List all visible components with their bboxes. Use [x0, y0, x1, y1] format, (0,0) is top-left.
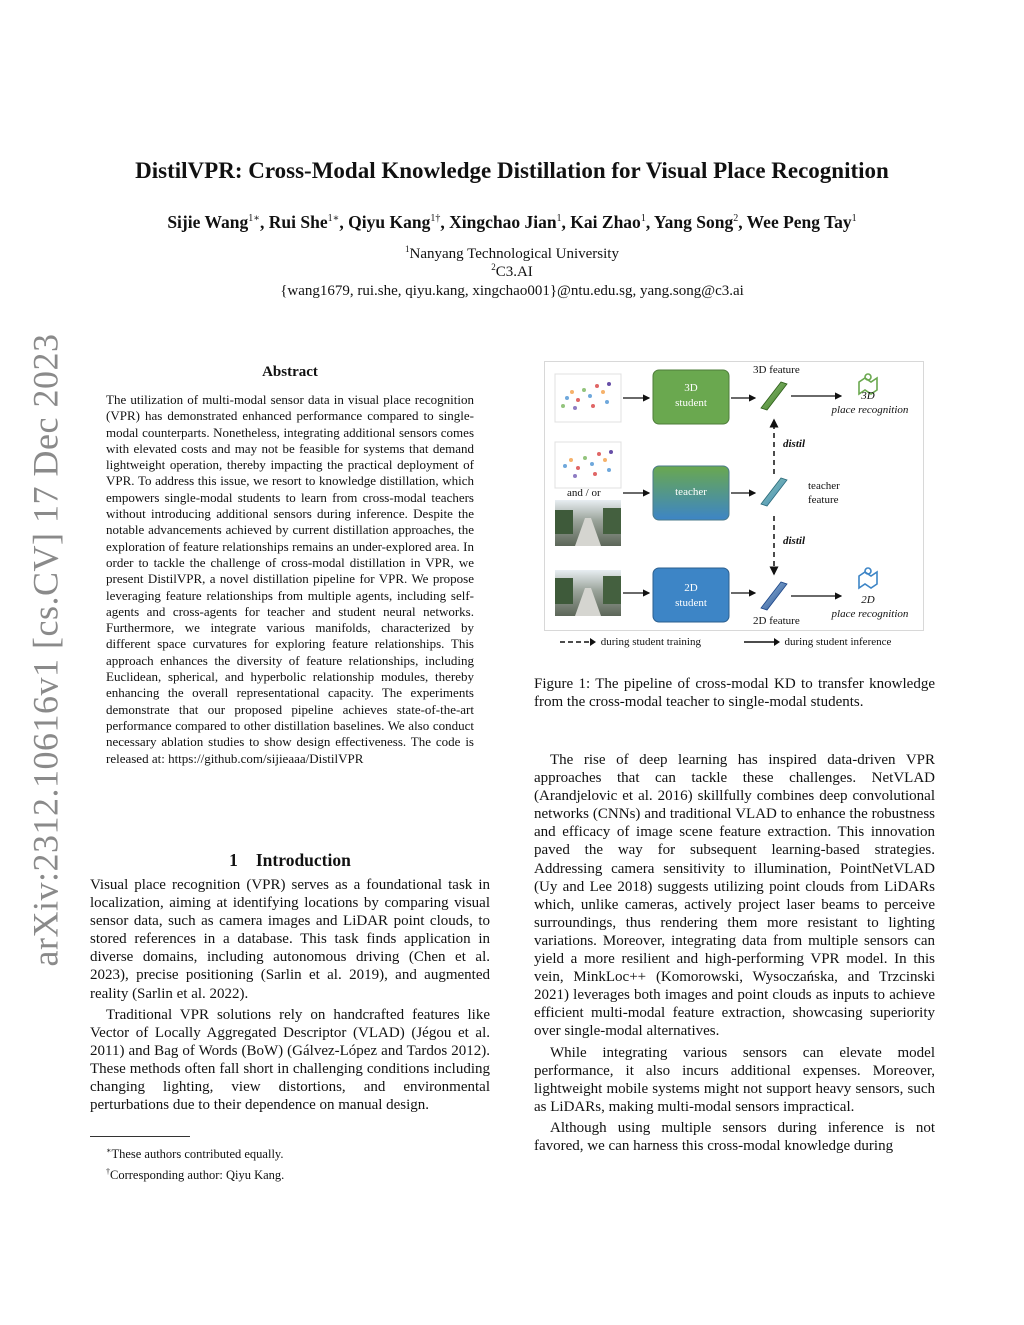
author-name: Sijie Wang — [167, 212, 249, 232]
camera-image-middle — [555, 500, 621, 546]
feature-2d-slab — [761, 582, 787, 610]
label-teacher-feature-2: feature — [808, 494, 839, 506]
footnote-text: Corresponding author: Qiyu Kang. — [110, 1168, 285, 1183]
arxiv-id: arXiv:2312.10616v1 [cs.CV] 17 Dec 2023 — [25, 333, 65, 967]
footnote-mark: † — [106, 1167, 110, 1177]
box-3d-label-2: student — [675, 397, 707, 409]
footnote-mark: ∗ — [106, 1146, 112, 1155]
section-title: Introduction — [255, 850, 351, 870]
paragraph: Visual place recognition (VPR) serves as a foundational task in localization, aiming at identifying locations by comparing visual sensor data, such as camera images and LiDAR point clouds, to stored references in a database. This task finds application in diverse domains, including autonomous driving (Chen et al. 2023), precise positioning (Sarlin et al. 2019), and augmented reality (Sarlin et al. 2022). — [90, 877, 490, 1002]
affiliation-sup: 1 — [405, 244, 410, 254]
label-teacher-feature-1: teacher — [808, 480, 840, 492]
pr-2d-label-2: place recognition — [831, 608, 909, 620]
label-3d-feature: 3D feature — [753, 364, 800, 376]
author-sep: , — [260, 212, 269, 232]
author-sup: 1∗ — [327, 213, 340, 225]
box-3d-label-1: 3D — [684, 382, 698, 394]
footnotes — [106, 1142, 486, 1184]
author-list — [0, 212, 1024, 233]
figure-caption: Figure 1: The pipeline of cross-modal KD to transfer knowledge from the cross-modal teacher to single-modal students. — [534, 676, 935, 710]
author-name: Yang Song — [653, 212, 734, 232]
feature-3d-slab — [761, 382, 787, 410]
author-sup: 1∗ — [248, 213, 261, 225]
map-pin-icon-blue — [859, 568, 877, 588]
legend-training: during student training — [600, 636, 701, 648]
author-name: Wee Peng Tay — [746, 212, 852, 232]
pr-3d-label-1: 3D — [861, 390, 875, 402]
affiliation-1 — [0, 244, 1024, 263]
author-sup: 1 — [640, 213, 646, 225]
author-sep: , — [738, 212, 747, 232]
point-cloud-image-top — [555, 374, 621, 422]
author-sep: , — [339, 212, 349, 232]
author-sep: , — [645, 212, 654, 232]
section-heading — [90, 850, 490, 871]
affiliation-name: Nanyang Technological University — [409, 246, 619, 262]
figure-1-diagram — [544, 361, 924, 631]
affiliation-sup: 2 — [491, 262, 496, 272]
and-or-label: and / or — [567, 487, 601, 499]
author-sep: , — [561, 212, 571, 232]
camera-image-bottom — [555, 570, 621, 616]
intro-column-right — [534, 751, 935, 1158]
author-sep: , — [440, 212, 450, 232]
distil-label-bottom: distil — [783, 535, 806, 547]
box-2d-label-2: student — [675, 597, 707, 609]
paragraph: Although using multiple sensors during inference is not favored, we can harness this cross-modal knowledge during — [534, 1119, 935, 1154]
author-sup: 1 — [851, 213, 857, 225]
author-name: Qiyu Kang — [348, 212, 431, 232]
pr-3d-label-2: place recognition — [831, 404, 909, 416]
box-2d-label-1: 2D — [684, 582, 698, 594]
abstract-body: The utilization of multi-modal sensor data in visual place recognition (VPR) has demonstrated enhanced performance compared to single-modal counterparts. Nonetheless, integrating additional sensors comes with elevated costs and may not be feasible for systems that demand lightweight operation, thereby impacting the practical deployment of VPR. To address this issue, we resort to knowledge distillation, which empowers single-modal students to learn from cross-modal teachers without introducing additional sensors during inference. Despite the notable advancements achieved by current distillation approaches, the exploration of feature relationships remains an under-explored area. In order to tackle the challenge of cross-modal distillation in VPR, we present DistilVPR, a novel distillation pipeline for VPR. We propose leveraging feature relationships from multiple agents, including self-agents and cross-agents for teacher and student neural networks. Furthermore, we integrate various manifolds, characterized by different space curvatures for exploring feature relationships. This approach enhances the diversity of feature relationships, including Euclidean, spherical, and hyperbolic relationship modules, thereby enhancing the overall representational capacity. The experiments demonstrate that our proposed pipeline achieves state-of-the-art performance compared to other distillation baselines. We also conduct necessary ablation studies to show design effectiveness. The code is released at: https://github.com/sijieaaa/DistilVPR — [106, 392, 474, 766]
affiliation-name: C3.AI — [495, 264, 533, 280]
footnote-rule — [90, 1136, 190, 1137]
legend-solid-arrow — [742, 637, 782, 647]
affiliation-2 — [0, 262, 1024, 281]
paragraph: The rise of deep learning has inspired data-driven VPR approaches that can tackle these challenges. NetVLAD (Arandjelovic et al. 2016) skillfully combines deep convolutional networks (CNNs) and traditional VLAD to enhance the robustness and efficacy of image scene feature extraction. This innovation paved the way for subsequent learning-based strategies. Addressing camera sensitivity to illumination, PointNetVLAD (Uy and Lee 2018) suggests utilizing point clouds from LiDARs which, unlike cameras, actively project laser beams to perceive surroundings, thus rendering them more resistant to lighting variations. Moreover, integrating data from multiple sensors can yield a more resilient and high-performing VPR model. In this vein, MinkLoc++ (Komorowski, Wysoczańska, and Trzcinski 2021) leverages both images and point clouds as inputs to achieve efficient multi-modal feature extraction, showcasing superiority over single-modal alternatives. — [534, 752, 935, 1040]
paper-title: DistilVPR: Cross-Modal Knowledge Distillation for Visual Place Recognition — [135, 158, 889, 183]
author-sup: 1 — [556, 213, 562, 225]
section-number: 1 — [229, 850, 238, 870]
author-sup: 1† — [430, 213, 441, 225]
pipeline-diagram — [545, 362, 923, 630]
point-cloud-image-middle — [555, 442, 621, 488]
author-name: Kai Zhao — [570, 212, 641, 232]
figure-legend — [558, 636, 918, 648]
footnote — [106, 1142, 486, 1163]
author-name: Xingchao Jian — [449, 212, 557, 232]
student-2d-box — [653, 568, 729, 622]
footnote-text: These authors contributed equally. — [111, 1147, 284, 1162]
feature-teacher-slab — [761, 478, 787, 506]
author-emails: {wang1679, rui.she, qiyu.kang, xingchao001}@ntu.edu.sg, yang.song@c3.ai — [280, 283, 744, 299]
arxiv-stamp — [20, 333, 70, 967]
author-sup: 2 — [733, 213, 739, 225]
author-name: Rui She — [268, 212, 328, 232]
box-teacher-label: teacher — [675, 486, 707, 498]
footnote — [106, 1163, 486, 1184]
distil-label-top: distil — [783, 438, 806, 450]
legend-inference: during student inference — [784, 636, 892, 648]
abstract-heading: Abstract — [262, 364, 318, 380]
label-2d-feature: 2D feature — [753, 615, 800, 627]
intro-column-left — [90, 876, 490, 1117]
legend-dashed-arrow — [558, 637, 598, 647]
pr-2d-label-1: 2D — [861, 594, 875, 606]
paragraph: Traditional VPR solutions rely on handcrafted features like Vector of Locally Aggregated Descriptor (VLAD) (Jégou et al. 2011) and Bag of Words (BoW) (Gálvez-López and Tardos 2012). These methods often fall short in challenging conditions including changing lighting, view distortions, and environmental perturbations due to their dependence on manual design. — [90, 1006, 490, 1114]
paragraph: While integrating various sensors can elevate model performance, it also incurs additional expenses. Moreover, lightweight mobile systems might not support heavy sensors, such as LiDARs, making multi-modal sensors impractical. — [534, 1044, 935, 1115]
